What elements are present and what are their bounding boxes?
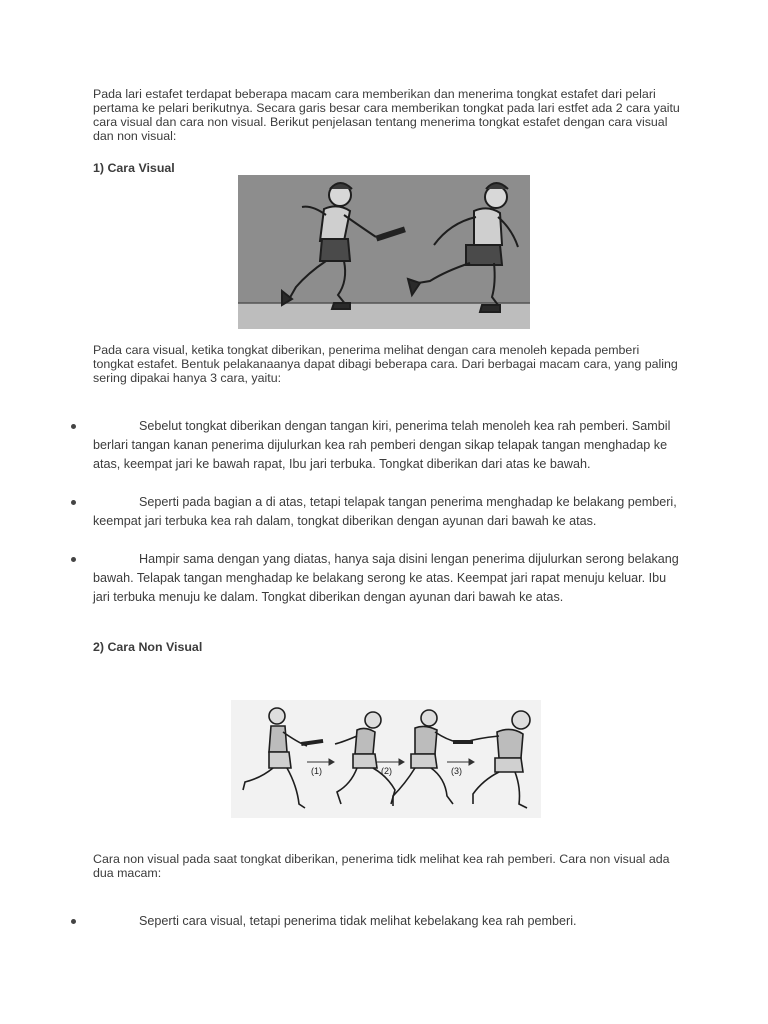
intro-paragraph: Pada lari estafet terdapat beberapa macam cara memberikan dan menerima tongkat estafet dari pelari pertama ke pelari berikutnya. Secara garis besar cara memberikan tongkat pada lari estfet ada 2 cara yaitu cara visual dan cara non visual. Berikut penjelasan tentang menerima tongkat estafet dengan cara visual dan non visual: xyxy=(93,87,680,143)
heading-cara-non-visual: 2) Cara Non Visual xyxy=(93,640,203,654)
heading-cara-visual: 1) Cara Visual xyxy=(93,161,175,175)
bullet-icon xyxy=(71,919,76,924)
bullet-text: Sebelut tongkat diberikan dengan tangan kiri, penerima telah menoleh kea rah pemberi. Sambil berlari tangan kanan penerima dijulurkan kea rah pemberi dengan sikap telapak tangan menghadap ke atas, keempat jari ke bawah rapat, Ibu jari terbuka. Tongkat diberikan dari atas ke bawah. xyxy=(93,419,671,471)
step-label-2: (2) xyxy=(381,766,392,776)
bullet-text: Seperti cara visual, tetapi penerima tidak melihat kebelakang kea rah pemberi. xyxy=(139,914,577,928)
bullet-icon xyxy=(71,424,76,429)
bullet-icon xyxy=(71,557,76,562)
non-visual-relay-figure xyxy=(231,700,541,818)
visual-bullet-1 xyxy=(93,417,683,474)
bullet-text: Seperti pada bagian a di atas, tetapi telapak tangan penerima menghadap ke belakang pemberi, keempat jari terbuka kea rah dalam, tongkat diberikan dengan ayunan dari bawah ke atas. xyxy=(93,495,677,528)
visual-relay-figure xyxy=(238,175,530,329)
non-visual-paragraph: Cara non visual pada saat tongkat diberikan, penerima tidk melihat kea rah pemberi. Cara non visual ada dua macam: xyxy=(93,852,670,880)
bullet-icon xyxy=(71,500,76,505)
non-visual-bullet-1 xyxy=(93,912,683,931)
visual-bullet-2 xyxy=(93,493,683,531)
step-label-1: (1) xyxy=(311,766,322,776)
step-label-3: (3) xyxy=(451,766,462,776)
bullet-text: Hampir sama dengan yang diatas, hanya saja disini lengan penerima dijulurkan serong belakang bawah. Telapak tangan menghadap ke belakang serong ke atas. Keempat jari rapat menuju keluar. Ibu jari terbuka menuju ke dalam. Tongkat diberikan dengan ayunan dari bawah ke atas. xyxy=(93,552,679,604)
visual-bullet-3 xyxy=(93,550,683,607)
visual-paragraph: Pada cara visual, ketika tongkat diberikan, penerima melihat dengan cara menoleh kepada pemberi tongkat estafet. Bentuk pelakanaanya dapat dibagi beberapa cara. Dari berbagai macam cara, yang paling sering dipakai hanya 3 cara, yaitu: xyxy=(93,343,678,385)
